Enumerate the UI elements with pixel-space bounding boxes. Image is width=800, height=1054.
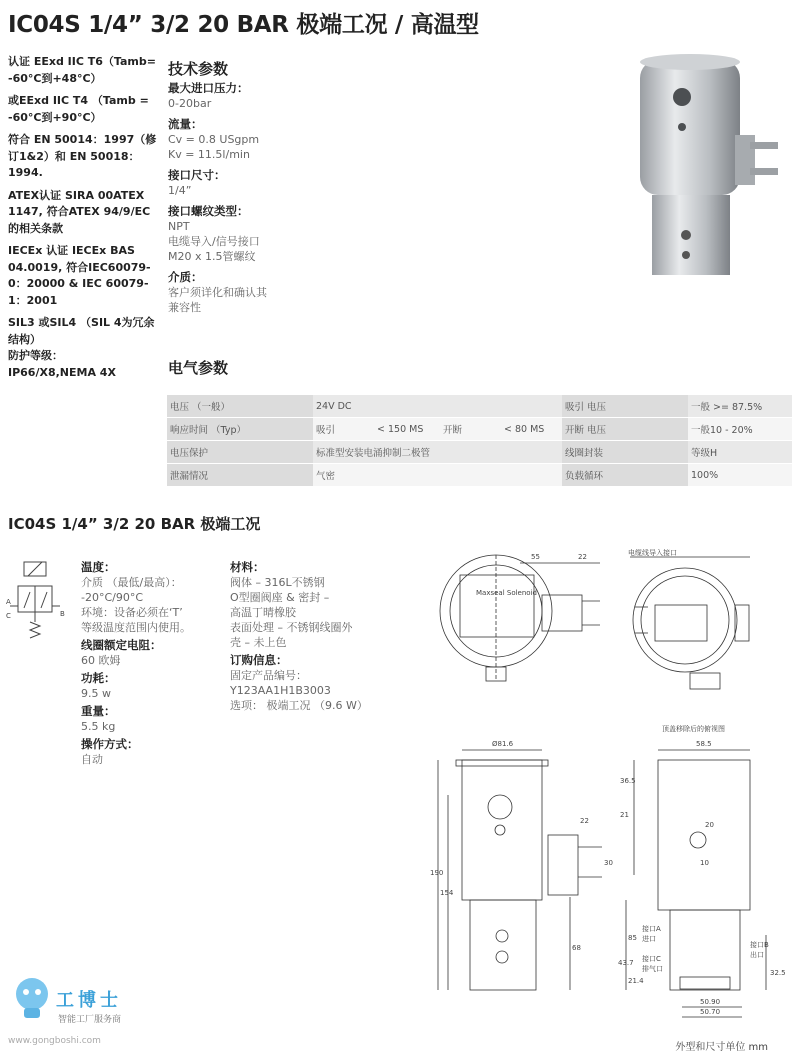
cert-line: 符合 EN 50014：1997（修订1&2）和 EN 50018：1994. bbox=[8, 133, 157, 179]
dim-label: 43.7 bbox=[618, 959, 634, 967]
cert-line: ATEX认证 SIRA 00ATEX 1147, 符合ATEX 94/9/EC的相关条款 bbox=[8, 188, 151, 235]
table-row bbox=[167, 395, 792, 418]
nameplate-brand: Maxseal Solenoid bbox=[476, 589, 537, 597]
dim-label: 36.5 bbox=[620, 777, 636, 785]
page-title: IC04S 1/4” 3/2 20 BAR 极端工况 / 高温型 bbox=[8, 12, 479, 38]
port-b-label: 接口B bbox=[750, 941, 769, 949]
table-cell: 标准型安装电涌抑制二极管 bbox=[313, 441, 562, 464]
dim-label: 50.90 bbox=[700, 998, 721, 1006]
tech-value: 0-20bar bbox=[168, 97, 212, 110]
port-a-sub: 进口 bbox=[642, 935, 656, 943]
spec-value: 固定产品编号： Y123AA1H1B3003 选项： 极端工况 （9.6 W） bbox=[230, 669, 368, 712]
certification-list bbox=[8, 54, 158, 387]
cert-line: IECEx 认证 IECEx BAS 04.0019, 符合IEC60079-0：20000 & IEC 60079-1：2001 bbox=[8, 244, 151, 307]
elec-heading: 电气参数 bbox=[168, 359, 229, 377]
dim-label: 190 bbox=[430, 869, 444, 877]
spec-value: 介质 （最低/最高）： -20°C/90°C 环境：设备必须在‘T’ 等级温度范围内使用。 bbox=[81, 576, 191, 634]
tech-params bbox=[168, 58, 308, 315]
dim-label: 21.4 bbox=[628, 977, 644, 985]
symbol-label-c: C bbox=[6, 612, 11, 620]
footer-units: 外型和尺寸单位 mm bbox=[675, 1042, 768, 1053]
dim-label: 154 bbox=[440, 889, 454, 897]
tech-label: 流量： bbox=[168, 117, 203, 131]
dim-label: 58.5 bbox=[696, 740, 712, 748]
tech-value: Cv = 0.8 USgpm Kv = 11.5l/min bbox=[168, 133, 260, 161]
spec-label: 重量： bbox=[81, 704, 116, 718]
symbol-label-a: A bbox=[6, 598, 11, 606]
dim-label: 10 bbox=[700, 859, 709, 867]
dim-label: 68 bbox=[572, 944, 581, 952]
table-cell: < 80 MS bbox=[501, 418, 562, 441]
symbol-label-b: B bbox=[60, 610, 65, 618]
tech-value: 客户须详化和确认其 兼容性 bbox=[168, 286, 267, 314]
specs-right bbox=[230, 557, 430, 713]
spec-value: 9.5 w bbox=[81, 687, 111, 700]
watermark-tagline: 智能工厂服务商 bbox=[58, 1015, 122, 1025]
dim-label: 32.5 bbox=[770, 969, 786, 977]
watermark-name: 工博士 bbox=[56, 990, 122, 1011]
table-cell: 气密 bbox=[313, 464, 562, 487]
tech-value: NPT 电缆导入/信号接口 M20 x 1.5管螺纹 bbox=[168, 220, 260, 263]
cert-line: 认证 EExd IIC T6（Tamb= -60°C到+48°C） bbox=[8, 55, 156, 85]
spec-label: 线圈额定电阻： bbox=[81, 638, 162, 652]
valve-symbol bbox=[6, 560, 68, 660]
spec-label: 温度： bbox=[81, 560, 116, 574]
tech-heading: 技术参数 bbox=[168, 60, 229, 78]
spec-label: 功耗： bbox=[81, 671, 116, 685]
dim-label: 30 bbox=[604, 859, 613, 867]
dim-label: 85 bbox=[628, 934, 637, 942]
cert-line: IP66/X8,NEMA 4X bbox=[8, 365, 116, 379]
tech-label: 介质： bbox=[168, 270, 203, 284]
dim-label: 22 bbox=[578, 553, 587, 561]
table-cell: 电压保护 bbox=[167, 441, 313, 464]
table-cell: 开断 bbox=[440, 418, 501, 441]
tech-label: 最大进口压力： bbox=[168, 81, 249, 95]
dimension-drawing bbox=[430, 545, 800, 1035]
spec-label: 订购信息： bbox=[230, 653, 288, 667]
dim-label: 55 bbox=[531, 553, 540, 561]
watermark-url: www.gongboshi.com bbox=[8, 1036, 101, 1046]
table-cell: 开断 电压 bbox=[562, 418, 688, 441]
dim-label: 21 bbox=[620, 811, 629, 819]
spec-value: 5.5 kg bbox=[81, 720, 116, 733]
table-cell: 吸引 电压 bbox=[562, 395, 688, 418]
table-cell: 线圈封装 bbox=[562, 441, 688, 464]
table-cell: 负载循环 bbox=[562, 464, 688, 487]
port-c-label: 接口C bbox=[642, 955, 661, 963]
table-cell: 一般10 - 20% bbox=[688, 418, 792, 441]
dim-label: 22 bbox=[580, 817, 589, 825]
table-cell: 等级H bbox=[688, 441, 792, 464]
section-title: IC04S 1/4” 3/2 20 BAR 极端工况 bbox=[8, 515, 261, 533]
spec-value: 自动 bbox=[81, 753, 103, 766]
table-cell: < 150 MS bbox=[374, 418, 440, 441]
product-photo bbox=[600, 50, 790, 285]
table-cell: 吸引 bbox=[313, 418, 374, 441]
tech-label: 接口尺寸： bbox=[168, 168, 226, 182]
top-view-label: 顶盖移除后的俯视图 bbox=[662, 725, 725, 733]
table-cell: 泄漏情况 bbox=[167, 464, 313, 487]
cable-entry-label: 电缆线导入接口 bbox=[628, 549, 677, 557]
table-cell: 电压 （一般） bbox=[167, 395, 313, 418]
port-c-sub: 排气口 bbox=[642, 965, 663, 973]
specs-left bbox=[81, 557, 231, 767]
cert-line: 或EExd IIC T4 （Tamb = -60°C到+90°C） bbox=[8, 94, 149, 124]
table-row bbox=[167, 418, 792, 441]
table-cell: 100% bbox=[688, 464, 792, 487]
table-row bbox=[167, 464, 792, 487]
dim-label: 20 bbox=[705, 821, 714, 829]
cert-line: 防护等级： bbox=[8, 349, 63, 362]
tech-value: 1/4” bbox=[168, 184, 192, 197]
dim-label: Ø81.6 bbox=[492, 740, 514, 748]
dim-label: 50.70 bbox=[700, 1008, 721, 1016]
spec-label: 材料： bbox=[230, 560, 265, 574]
spec-value: 60 欧姆 bbox=[81, 654, 121, 667]
cert-line: SIL3 或SIL4 （SIL 4为冗余结构） bbox=[8, 316, 155, 346]
table-cell: 24V DC bbox=[313, 395, 562, 418]
robot-logo-icon bbox=[10, 972, 54, 1022]
electrical-params-table bbox=[167, 394, 792, 486]
table-row bbox=[167, 441, 792, 464]
table-cell: 响应时间 （Typ） bbox=[167, 418, 313, 441]
table-cell: 一般 >= 87.5% bbox=[688, 395, 792, 418]
spec-label: 操作方式： bbox=[81, 737, 139, 751]
spec-value: 阀体 – 316L不锈钢 O型圈阀座 & 密封 – 高温丁晴橡胶 表面处理 – 不锈钢线圈外 壳 – 未上色 bbox=[230, 576, 353, 649]
port-a-label: 接口A bbox=[642, 925, 661, 933]
tech-label: 接口螺纹类型： bbox=[168, 204, 249, 218]
port-b-sub: 出口 bbox=[750, 951, 764, 959]
